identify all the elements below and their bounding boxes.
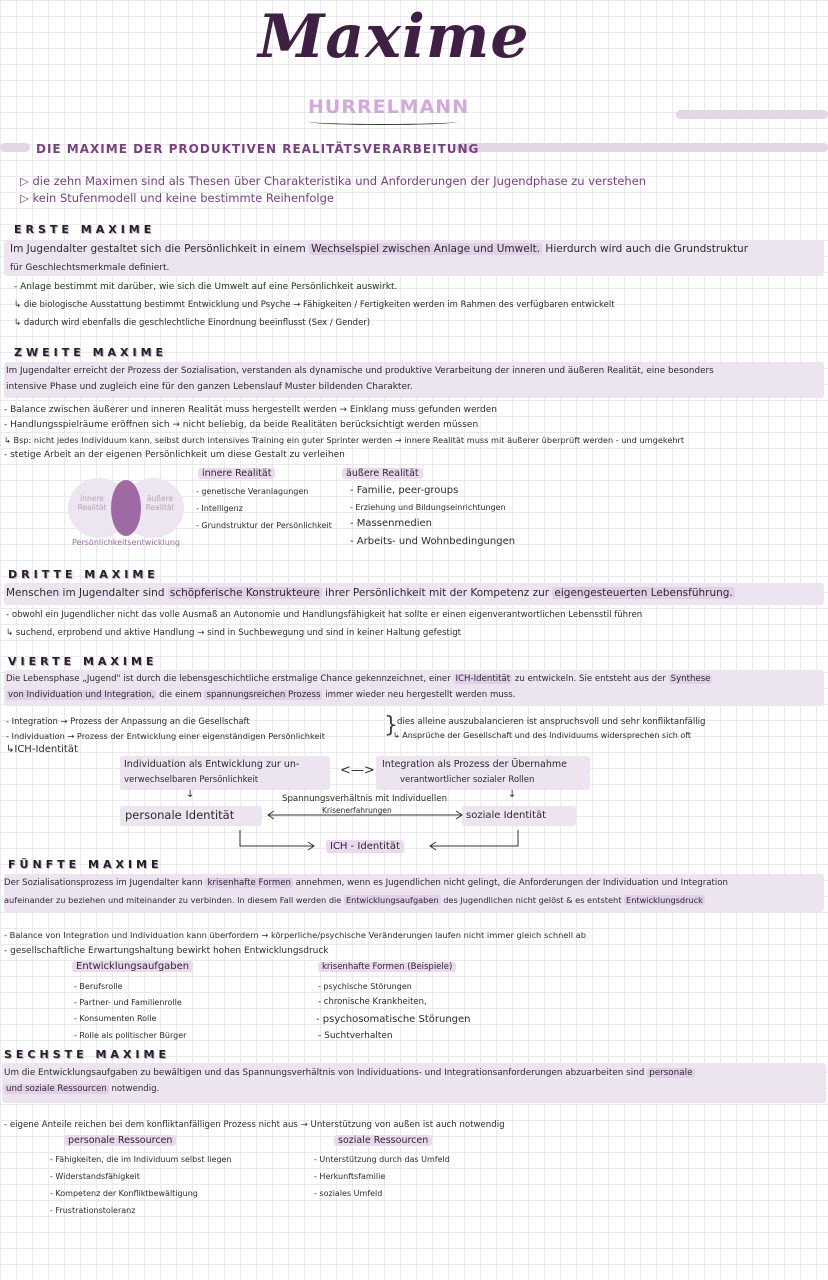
tension-label: Spannungsverhältnis mit Individuellen bbox=[282, 794, 448, 804]
individuation-box: verwechselbaren Persönlichkeit bbox=[124, 775, 259, 785]
personal-identity: personale Identität bbox=[125, 808, 235, 822]
m4-text: zu entwickeln. Sie entsteht aus der bbox=[514, 674, 666, 684]
section-heading-4: VIERTE MAXIME bbox=[8, 655, 158, 668]
section-heading-5: FÜNFTE MAXIME bbox=[8, 858, 163, 871]
personal-resources-heading: personale Ressourcen bbox=[64, 1135, 176, 1146]
outer-reality-label: äußere Realität bbox=[145, 494, 175, 512]
m2-bullet: - Handlungsspielräume eröffnen sich → nicht beliebig, da beide Realitäten berücksichtigt werden müssen bbox=[4, 420, 479, 430]
m4-bullet: - Individuation → Prozess der Entwicklung einer eigenständigen Persönlichkeit bbox=[6, 731, 325, 741]
double-arrow-icon: <—> bbox=[340, 763, 375, 778]
main-heading: DIE MAXIME DER PRODUKTIVEN REALITÄTSVERARBEITUNG bbox=[36, 142, 480, 156]
inner-reality-heading: innere Realität bbox=[198, 468, 275, 479]
m2-bullet: - stetige Arbeit an der eigenen Persönlichkeit um diese Gestalt zu verleihen bbox=[4, 450, 345, 460]
outer-reality-heading: äußere Realität bbox=[342, 468, 423, 479]
m6-paragraph bbox=[4, 1084, 159, 1094]
social-resource-item: - Herkunftsfamilie bbox=[314, 1172, 386, 1181]
dev-task-item: - Berufsrolle bbox=[74, 982, 123, 991]
m2-bullet: ↳ Bsp: nicht jedes Individuum kann, selbst durch intensives Training ein guter Sprinter werden → innere Realität muss mit äußerer überprüft werden - und umgekehrt bbox=[4, 435, 685, 445]
social-resource-item: - soziales Umfeld bbox=[314, 1189, 383, 1198]
social-resource-item: - Unterstützung durch das Umfeld bbox=[314, 1155, 450, 1164]
arrow-down-icon: ↓ bbox=[508, 789, 517, 800]
section-heading-2: ZWEITE MAXIME bbox=[14, 346, 168, 359]
personal-resource-item: - Fähigkeiten, die im Individuum selbst liegen bbox=[50, 1155, 232, 1164]
inner-reality-item: - genetische Veranlagungen bbox=[196, 487, 309, 496]
m6-highlight: und soziale Ressourcen bbox=[6, 1084, 107, 1094]
inner-reality-item: - Intelligenz bbox=[196, 504, 243, 513]
page-title: Maxime bbox=[258, 2, 530, 72]
m5-text: annehmen, wenn es Jugendlichen nicht gelingt, die Anforderungen der Individuation und Integration bbox=[295, 878, 729, 888]
crisis-form-item: - psychische Störungen bbox=[318, 982, 412, 991]
brace-icon: } bbox=[384, 713, 398, 738]
ich-identity: ICH - Identität bbox=[326, 840, 404, 853]
tension-label: Krisenerfahrungen bbox=[322, 806, 392, 815]
m3-bullet: - obwohl ein Jugendlicher nicht das volle Ausmaß an Autonomie und Handlungsfähigkeit hat sollte er einen eigenverantwortlichen Lebensstil führen bbox=[6, 610, 643, 620]
m1-bullet: ↳ dadurch wird ebenfalls die geschlechtliche Einordnung beeinflusst (Sex / Gender) bbox=[14, 318, 371, 328]
m6-highlight: personale bbox=[649, 1068, 693, 1078]
m4-bullet: ↳ICH-Identität bbox=[6, 744, 78, 755]
m4-bullet: - Integration → Prozess der Anpassung an die Gesellschaft bbox=[6, 716, 250, 726]
dev-task-item: - Partner- und Familienrolle bbox=[74, 998, 182, 1007]
dev-task-item: - Rolle als politischer Bürger bbox=[74, 1031, 187, 1040]
intro-line: ▷ kein Stufenmodell und keine bestimmte Reihenfolge bbox=[20, 191, 334, 205]
m3-text: ihrer Persönlichkeit mit der Kompetenz zur bbox=[325, 587, 550, 599]
personal-resource-item: - Kompetenz der Konfliktbewältigung bbox=[50, 1189, 198, 1198]
m3-text: Menschen im Jugendalter sind bbox=[6, 587, 165, 599]
m6-text: notwendig. bbox=[111, 1084, 160, 1094]
inner-reality-item: - Grundstruktur der Persönlichkeit bbox=[196, 521, 332, 530]
m2-bullet: - Balance zwischen äußerer und inneren Realität muss hergestellt werden → Einklang muss gefunden werden bbox=[4, 405, 497, 415]
personal-resource-item: - Frustrationstoleranz bbox=[50, 1206, 136, 1215]
m5-bullet: - gesellschaftliche Erwartungshaltung bewirkt hohen Entwicklungsdruck bbox=[4, 946, 329, 956]
crisis-forms-heading: krisenhafte Formen (Beispiele) bbox=[318, 962, 456, 972]
inner-reality-label: innere Realität bbox=[77, 494, 107, 512]
m3-highlight: eigengesteuerten Lebensführung. bbox=[554, 587, 733, 599]
m1-highlight: Wechselspiel zwischen Anlage und Umwelt. bbox=[311, 243, 541, 255]
m1-text: Hierdurch wird auch die Grundstruktur bbox=[545, 243, 749, 255]
m4-note: ↳ Ansprüche der Gesellschaft und des Individuums widersprechen sich oft bbox=[393, 731, 692, 740]
outer-reality-item: - Erziehung und Bildungseinrichtungen bbox=[350, 503, 506, 512]
m1-text: Im Jugendalter gestaltet sich die Persönlichkeit in einem bbox=[10, 243, 306, 255]
section-heading-1: ERSTE MAXIME bbox=[14, 223, 156, 236]
m5-text: Der Sozialisationsprozess im Jugendalter kann bbox=[4, 878, 203, 888]
m6-paragraph bbox=[4, 1068, 695, 1078]
m2-paragraph: intensive Phase und zugleich eine für den ganzen Lebenslauf Muster bildenden Charakter. bbox=[6, 382, 413, 392]
m4-highlight: ICH-Identität bbox=[455, 674, 511, 684]
section-heading-3: DRITTE MAXIME bbox=[8, 568, 159, 581]
arrow-down-icon: ↓ bbox=[186, 789, 195, 800]
outer-reality-item: - Arbeits- und Wohnbedingungen bbox=[350, 536, 516, 547]
m5-highlight: Entwicklungsdruck bbox=[626, 895, 703, 905]
social-resources-heading: soziale Ressourcen bbox=[334, 1135, 432, 1146]
m1-bullet: ↳ die biologische Ausstattung bestimmt Entwicklung und Psyche → Fähigkeiten / Fertigkeiten werden im Rahmen des verfügbaren entwickelt bbox=[14, 300, 615, 310]
m4-highlight: spannungsreichen Prozess bbox=[206, 690, 321, 700]
crisis-form-item: - psychosomatische Störungen bbox=[316, 1014, 471, 1025]
m1-paragraph-line: für Geschlechtsmerkmale definiert. bbox=[10, 263, 170, 273]
diagram-caption: Persönlichkeitsentwicklung bbox=[72, 538, 180, 547]
m2-paragraph: Im Jugendalter erreicht der Prozess der Sozialisation, verstanden als dynamische und produktive Verarbeitung der inneren und äußeren Realität, eine besonders bbox=[6, 366, 714, 376]
m6-text: Um die Entwicklungsaufgaben zu bewältigen und das Spannungsverhältnis von Individuations- und Integrationsanforderungen abzuarbeiten sind bbox=[4, 1068, 645, 1078]
section-heading-6: SECHSTE MAXIME bbox=[4, 1048, 170, 1061]
m5-highlight: Entwicklungsaufgaben bbox=[345, 895, 439, 905]
m5-highlight: krisenhafte Formen bbox=[207, 878, 291, 888]
integration-box: verantwortlicher sozialer Rollen bbox=[400, 775, 535, 785]
m5-paragraph bbox=[4, 895, 705, 905]
m4-highlight: Synthese bbox=[670, 674, 711, 684]
outer-reality-item: - Familie, peer-groups bbox=[350, 485, 459, 496]
m4-note: dies alleine auszubalancieren ist anspruchsvoll und sehr konfliktanfällig bbox=[397, 717, 706, 727]
social-identity: soziale Identität bbox=[466, 810, 547, 821]
dev-tasks-heading: Entwicklungsaufgaben bbox=[72, 961, 193, 972]
m4-text: immer wieder neu hergestellt werden muss. bbox=[325, 690, 516, 700]
m3-highlight: schöpferische Konstrukteure bbox=[169, 587, 320, 599]
m4-highlight: von Individuation und Integration, bbox=[8, 690, 155, 700]
crisis-form-item: - Suchtverhalten bbox=[318, 1031, 393, 1041]
m5-text: des Jugendlichen nicht gelöst & es entsteht bbox=[443, 895, 622, 905]
m6-bullet: - eigene Anteile reichen bei dem konfliktanfälligen Prozess nicht aus → Unterstützung von außen ist auch notwendig bbox=[4, 1120, 505, 1130]
crisis-form-item: - chronische Krankheiten, bbox=[318, 997, 427, 1007]
dev-task-item: - Konsumenten Rolle bbox=[74, 1014, 157, 1023]
m5-bullet: - Balance von Integration und Individuation kann überfordern → körperliche/psychische Veränderungen laufen nicht immer gleich schnell ab bbox=[4, 930, 587, 940]
individuation-box: Individuation als Entwicklung zur un- bbox=[124, 759, 300, 770]
m4-text: die einem bbox=[159, 690, 202, 700]
m1-bullet: - Anlage bestimmt mit darüber, wie sich die Umwelt auf eine Persönlichkeit auswirkt. bbox=[14, 282, 398, 292]
personal-resource-item: - Widerstandsfähigkeit bbox=[50, 1172, 140, 1181]
intro-line: ▷ die zehn Maximen sind als Thesen über Charakteristika und Anforderungen der Jugendphase zu verstehen bbox=[20, 174, 647, 188]
integration-box: Integration als Prozess der Übernahme bbox=[382, 759, 567, 770]
m4-text: Die Lebensphase „Jugend" ist durch die lebensgeschichtliche erstmalige Chance gekennzeichnet, einer bbox=[6, 674, 451, 684]
m5-text: aufeinander zu beziehen und miteinander zu verbinden. In diesem Fall werden die bbox=[4, 895, 342, 905]
author-name: HURRELMANN bbox=[308, 96, 470, 118]
m5-paragraph bbox=[4, 878, 728, 888]
outer-reality-item: - Massenmedien bbox=[350, 518, 432, 529]
m3-bullet: ↳ suchend, erprobend und aktive Handlung → sind in Suchbewegung und sind in keiner Haltung gefestigt bbox=[6, 628, 462, 638]
